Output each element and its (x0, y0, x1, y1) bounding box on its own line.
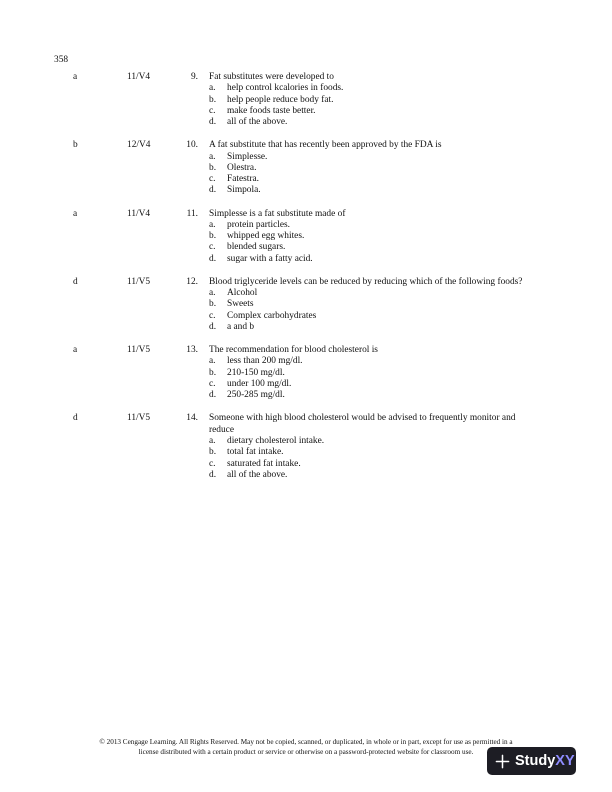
option-text: 210-150 mg/dl. (227, 367, 285, 378)
option-text: Simpola. (227, 185, 261, 196)
question-stem: Fat substitutes were developed to (209, 72, 334, 82)
option-letter: b. (209, 447, 217, 458)
option-letter: c. (209, 105, 216, 116)
question-stem: Blood triglyceride levels can be reduced by reducing which of the following foods? (209, 276, 523, 287)
answer-option (209, 242, 529, 253)
question-reference: 11/V5 (127, 345, 151, 356)
question-body (209, 140, 529, 196)
answer-option (209, 106, 529, 117)
option-text: total fat intake. (227, 447, 284, 458)
question-body (209, 345, 529, 401)
option-text: 250-285 mg/dl. (227, 390, 285, 401)
option-text: Fatestra. (227, 174, 260, 185)
option-text: all of the above. (227, 117, 288, 128)
plus-icon (495, 754, 510, 769)
answer-option (209, 231, 529, 242)
question-stem: A fat substitute that has recently been approved by the FDA is (209, 140, 442, 151)
question-item (0, 277, 612, 333)
answer-option (209, 459, 529, 470)
question-body (209, 277, 529, 333)
answer-option (209, 254, 529, 265)
answer-option (209, 163, 529, 174)
option-text: whipped egg whites. (227, 231, 305, 242)
option-text: protein particles. (227, 219, 290, 230)
page-number: 358 (54, 55, 69, 65)
question-list (0, 72, 612, 493)
option-letter: b. (209, 367, 217, 378)
option-text: a and b (227, 322, 255, 333)
option-letter: a. (209, 356, 216, 367)
option-letter: d. (209, 117, 217, 128)
option-text: saturated fat intake. (227, 458, 301, 469)
answer-option (209, 288, 529, 299)
option-text: help control kcalories in foods. (227, 83, 344, 94)
answer-option (209, 174, 529, 185)
option-letter: d. (209, 469, 217, 480)
option-letter: b. (209, 162, 217, 173)
question-reference: 11/V4 (127, 72, 151, 82)
question-stem: Someone with high blood cholesterol would be advised to frequently monitor and reduce (209, 413, 516, 435)
option-letter: a. (209, 436, 216, 446)
answer-option (209, 83, 529, 94)
option-letter: a. (209, 151, 216, 162)
question-number: 10. (186, 140, 198, 151)
option-letter: b. (209, 299, 217, 310)
answer-key: a (73, 345, 78, 356)
question-number: 14. (186, 413, 198, 424)
option-letter: c. (209, 242, 216, 253)
option-text: Complex carbohydrates (227, 310, 317, 321)
question-item (0, 413, 612, 481)
question-item (0, 140, 612, 196)
answer-option (209, 95, 529, 106)
option-text: Sweets (227, 299, 254, 310)
answer-key: a (73, 208, 78, 219)
question-number: 12. (186, 276, 198, 287)
logo-text-xy: XY (555, 753, 575, 769)
option-letter: c. (209, 379, 216, 390)
answer-option (209, 379, 529, 390)
option-letter: a. (209, 288, 216, 299)
answer-option (209, 185, 529, 196)
question-stem: Simplesse is a fat substitute made of (209, 208, 346, 219)
option-letter: c. (209, 458, 216, 469)
question-item (0, 345, 612, 401)
question-number: 9. (190, 72, 198, 82)
option-text: help people reduce body fat. (227, 94, 334, 105)
answer-option (209, 368, 529, 379)
question-body (209, 209, 529, 265)
option-letter: a. (209, 83, 216, 94)
answer-key: d (73, 413, 78, 424)
question-reference: 11/V4 (127, 208, 151, 219)
question-reference: 12/V4 (127, 140, 151, 151)
option-letter: d. (209, 253, 217, 264)
answer-option (209, 390, 529, 401)
option-text: Olestra. (227, 162, 257, 173)
logo-text-study: Study (515, 753, 556, 769)
option-letter: a. (209, 219, 216, 230)
option-text: less than 200 mg/dl. (227, 356, 303, 367)
answer-key: a (73, 72, 78, 82)
question-reference: 11/V5 (127, 276, 151, 287)
answer-option (209, 436, 529, 447)
option-text: dietary cholesterol intake. (227, 436, 325, 446)
copyright-line-1: © 2013 Cengage Learning. All Rights Reserved. May not be copied, scanned, or duplicated, in whole or in part, except for use as permitted in a (99, 738, 513, 746)
answer-option (209, 299, 529, 310)
option-letter: d. (209, 185, 217, 196)
studyxy-logo (487, 747, 576, 775)
option-letter: d. (209, 390, 217, 401)
question-body (209, 413, 529, 481)
answer-option (209, 322, 529, 333)
option-text: sugar with a fatty acid. (227, 253, 313, 264)
answer-option (209, 447, 529, 458)
answer-option (209, 470, 529, 481)
option-text: make foods taste better. (227, 105, 316, 116)
option-text: Simplesse. (227, 151, 268, 162)
question-body (209, 72, 529, 128)
answer-key: b (73, 140, 78, 151)
answer-option (209, 220, 529, 231)
option-letter: b. (209, 231, 217, 242)
question-item (0, 209, 612, 265)
question-item (0, 72, 612, 128)
question-stem: The recommendation for blood cholesterol is (209, 345, 378, 356)
option-text: under 100 mg/dl. (227, 379, 292, 390)
option-text: Alcohol (227, 288, 258, 299)
option-text: all of the above. (227, 469, 288, 480)
answer-option (209, 152, 529, 163)
answer-option (209, 117, 529, 128)
option-letter: b. (209, 94, 217, 105)
option-letter: d. (209, 322, 217, 333)
question-number: 11. (186, 208, 198, 219)
question-number: 13. (186, 345, 198, 356)
answer-key: d (73, 276, 78, 287)
copyright-line-2: license distributed with a certain product or service or otherwise on a password-protected website for classroom use. (138, 747, 474, 756)
option-letter: c. (209, 174, 216, 185)
option-letter: c. (209, 310, 216, 321)
question-reference: 11/V5 (127, 413, 151, 424)
answer-option (209, 311, 529, 322)
answer-option (209, 356, 529, 367)
option-text: blended sugars. (227, 242, 286, 253)
